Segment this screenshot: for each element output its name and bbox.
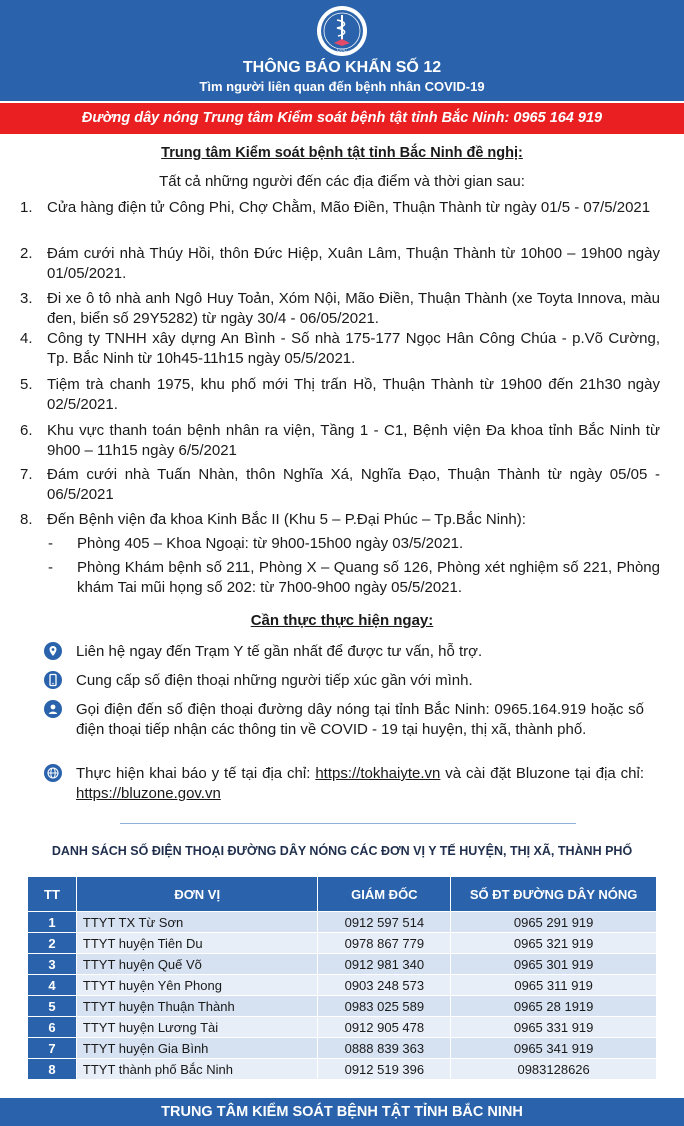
- location-text: Khu vực thanh toán bệnh nhân ra viện, Tầng 1 - C1, Bệnh viện Đa khoa tỉnh Bắc Ninh từ 9h00 – 11h15 ngày 6/5/2021: [47, 422, 660, 459]
- location-text: Công ty TNHH xây dựng An Bình - Số nhà 175-177 Ngọc Hân Công Chúa - p.Võ Cường, Tp. Bắc Ninh từ 10h45-11h15 ngày 05/5/2021.: [47, 330, 660, 367]
- action-item: [44, 671, 644, 691]
- location-item: 5. Tiệm trà chanh 1975, khu phố mới Thị trấn Hồ, Thuận Thành từ 19h00 đến 21h30 ngày 02/5/2021.: [20, 376, 660, 413]
- action-text: Cung cấp số điện thoại những người tiếp xúc gần với mình.: [76, 672, 473, 689]
- footer-banner: TRUNG TÂM KIỂM SOÁT BỆNH TẬT TỈNH BẮC NINH: [0, 1098, 684, 1126]
- declare-item: [44, 764, 644, 804]
- col-header-unit: ĐƠN VỊ: [76, 877, 318, 912]
- notice-subtitle: Tìm người liên quan đến bệnh nhân COVID-19: [199, 79, 485, 94]
- bluzone-link[interactable]: https://bluzone.gov.vn: [76, 785, 221, 802]
- sub-location-item: - Phòng Khám bệnh số 211, Phòng X – Quang số 126, Phòng xét nghiệm số 221, Phòng khám Tai mũi họng số 202: từ 7h00-9h00 ngày 05/5/2021.: [48, 559, 660, 596]
- table-header-row: [28, 877, 657, 912]
- hotline-bar: Đường dây nóng Trung tâm Kiểm soát bệnh tật tỉnh Bắc Ninh: 0965 164 919: [0, 103, 684, 134]
- location-item: 3. Đi xe ô tô nhà anh Ngô Huy Toản, Xóm Nội, Mão Điền, Thuận Thành (xe Toyta Innova, màu đen, biển số 29Y5282) từ ngày 30/4 - 06/05/2021.: [20, 290, 660, 327]
- sub-location-item: - Phòng 405 – Khoa Ngoại: từ 9h00-15h00 ngày 03/5/2021.: [48, 534, 660, 554]
- cdc-logo-icon: [316, 5, 368, 57]
- person-icon: [44, 700, 62, 718]
- sub-location-text: Phòng 405 – Khoa Ngoại: từ 9h00-15h00 ngày 03/5/2021.: [77, 535, 464, 552]
- sub-location-text: Phòng Khám bệnh số 211, Phòng X – Quang số 126, Phòng xét nghiệm số 221, Phòng khám Tai mũi họng số 202: từ 7h00-9h00 ngày 05/5/2021.: [77, 559, 660, 596]
- location-item: 8. Đến Bệnh viện đa khoa Kinh Bắc II (Khu 5 – P.Đại Phúc – Tp.Bắc Ninh):: [20, 510, 660, 530]
- action-text: Gọi điện đến số điện thoại đường dây nóng tại tỉnh Bắc Ninh: 0965.164.919 hoặc số điện thoại tiếp nhận các thông tin về COVID - 19 tại huyện, thị xã, thành phố.: [76, 701, 644, 738]
- location-text: Đám cưới nhà Thúy Hồi, thôn Đức Hiệp, Xuân Lâm, Thuận Thành từ 10h00 – 19h00 ngày 01/05/2021.: [47, 245, 660, 282]
- location-item: 7. Đám cưới nhà Tuấn Nhàn, thôn Nghĩa Xá, Nghĩa Đạo, Thuận Thành từ ngày 05/05 - 06/5/2021: [20, 466, 660, 503]
- intro-lead: Tất cả những người đến các địa điểm và thời gian sau:: [159, 173, 525, 190]
- table-row: 5 TTYT huyện Thuận Thành 0983 025 589 0965 28 1919: [28, 996, 657, 1017]
- org-request: Trung tâm Kiểm soát bệnh tật tỉnh Bắc Ninh đề nghị:: [161, 145, 523, 161]
- declare-text: Thực hiện khai báo y tế tại địa chỉ: https://tokhaiyte.vn và cài đặt Bluzone tại địa chỉ: https://bluzone.gov.vn: [76, 765, 645, 802]
- table-row: 8 TTYT thành phố Bắc Ninh 0912 519 396 0983128626: [28, 1059, 657, 1080]
- table-row: 2 TTYT huyện Tiên Du 0978 867 779 0965 321 919: [28, 933, 657, 954]
- location-text: Tiệm trà chanh 1975, khu phố mới Thị trấn Hồ, Thuận Thành từ 19h00 đến 21h30 ngày 02/5/2021.: [47, 376, 660, 413]
- globe-icon: [44, 764, 62, 782]
- action-item: [44, 700, 644, 740]
- table-row: 3 TTYT huyện Quế Võ 0912 981 340 0965 301 919: [28, 954, 657, 975]
- phone-icon: [44, 671, 62, 689]
- location-text: Đi xe ô tô nhà anh Ngô Huy Toản, Xóm Nội, Mão Điền, Thuận Thành (xe Toyta Innova, màu đen, biển số 29Y5282) từ ngày 30/4 - 06/05/2021.: [47, 290, 660, 327]
- hotline-table: [27, 876, 657, 1080]
- location-item: 6. Khu vực thanh toán bệnh nhân ra viện, Tầng 1 - C1, Bệnh viện Đa khoa tỉnh Bắc Ninh từ 9h00 – 11h15 ngày 6/5/2021: [20, 422, 660, 459]
- divider: [120, 823, 576, 824]
- location-item: 4. Công ty TNHH xây dựng An Bình - Số nhà 175-177 Ngọc Hân Công Chúa - p.Võ Cường, Tp. Bắc Ninh từ 10h45-11h15 ngày 05/5/2021.: [20, 330, 660, 367]
- table-row: 1 TTYT TX Từ Sơn 0912 597 514 0965 291 919: [28, 912, 657, 933]
- col-header-director: GIÁM ĐỐC: [318, 877, 451, 912]
- location-item: 2. Đám cưới nhà Thúy Hồi, thôn Đức Hiệp, Xuân Lâm, Thuận Thành từ 10h00 – 19h00 ngày 01/05/2021.: [20, 245, 660, 282]
- table-row: 6 TTYT huyện Lương Tài 0912 905 478 0965 331 919: [28, 1017, 657, 1038]
- table-row: 7 TTYT huyện Gia Bình 0888 839 363 0965 341 919: [28, 1038, 657, 1059]
- table-title: DANH SÁCH SỐ ĐIỆN THOẠI ĐƯỜNG DÂY NÓNG CÁC ĐƠN VỊ Y TẾ HUYỆN, THỊ XÃ, THÀNH PHỐ: [51, 844, 633, 858]
- action-item: [44, 642, 644, 662]
- location-text: Đến Bệnh viện đa khoa Kinh Bắc II (Khu 5 – P.Đại Phúc – Tp.Bắc Ninh):: [47, 511, 526, 528]
- action-text: Liên hệ ngay đến Trạm Y tế gần nhất để được tư vấn, hỗ trợ.: [76, 643, 483, 660]
- table-row: 4 TTYT huyện Yên Phong 0903 248 573 0965 311 919: [28, 975, 657, 996]
- tokhaiyte-link[interactable]: https://tokhaiyte.vn: [315, 765, 441, 782]
- header-banner: [0, 0, 684, 101]
- location-icon: [44, 642, 62, 660]
- location-text: Cửa hàng điện tử Công Phi, Chợ Chằm, Mão Điền, Thuận Thành từ ngày 01/5 - 07/5/2021: [47, 199, 651, 216]
- notice-title: THÔNG BÁO KHẨN SỐ 12: [242, 59, 442, 76]
- actions-title: Cần thực thực hiện ngay:: [250, 612, 434, 629]
- location-text: Đám cưới nhà Tuấn Nhàn, thôn Nghĩa Xá, Nghĩa Đạo, Thuận Thành từ ngày 05/05 - 06/5/2021: [47, 466, 660, 503]
- col-header-tt: TT: [28, 877, 77, 912]
- col-header-hotline: SỐ ĐT ĐƯỜNG DÂY NÓNG: [451, 877, 657, 912]
- location-item: 1. Cửa hàng điện tử Công Phi, Chợ Chằm, Mão Điền, Thuận Thành từ ngày 01/5 - 07/5/2021: [20, 198, 660, 218]
- logo-text: CDC: [337, 47, 347, 53]
